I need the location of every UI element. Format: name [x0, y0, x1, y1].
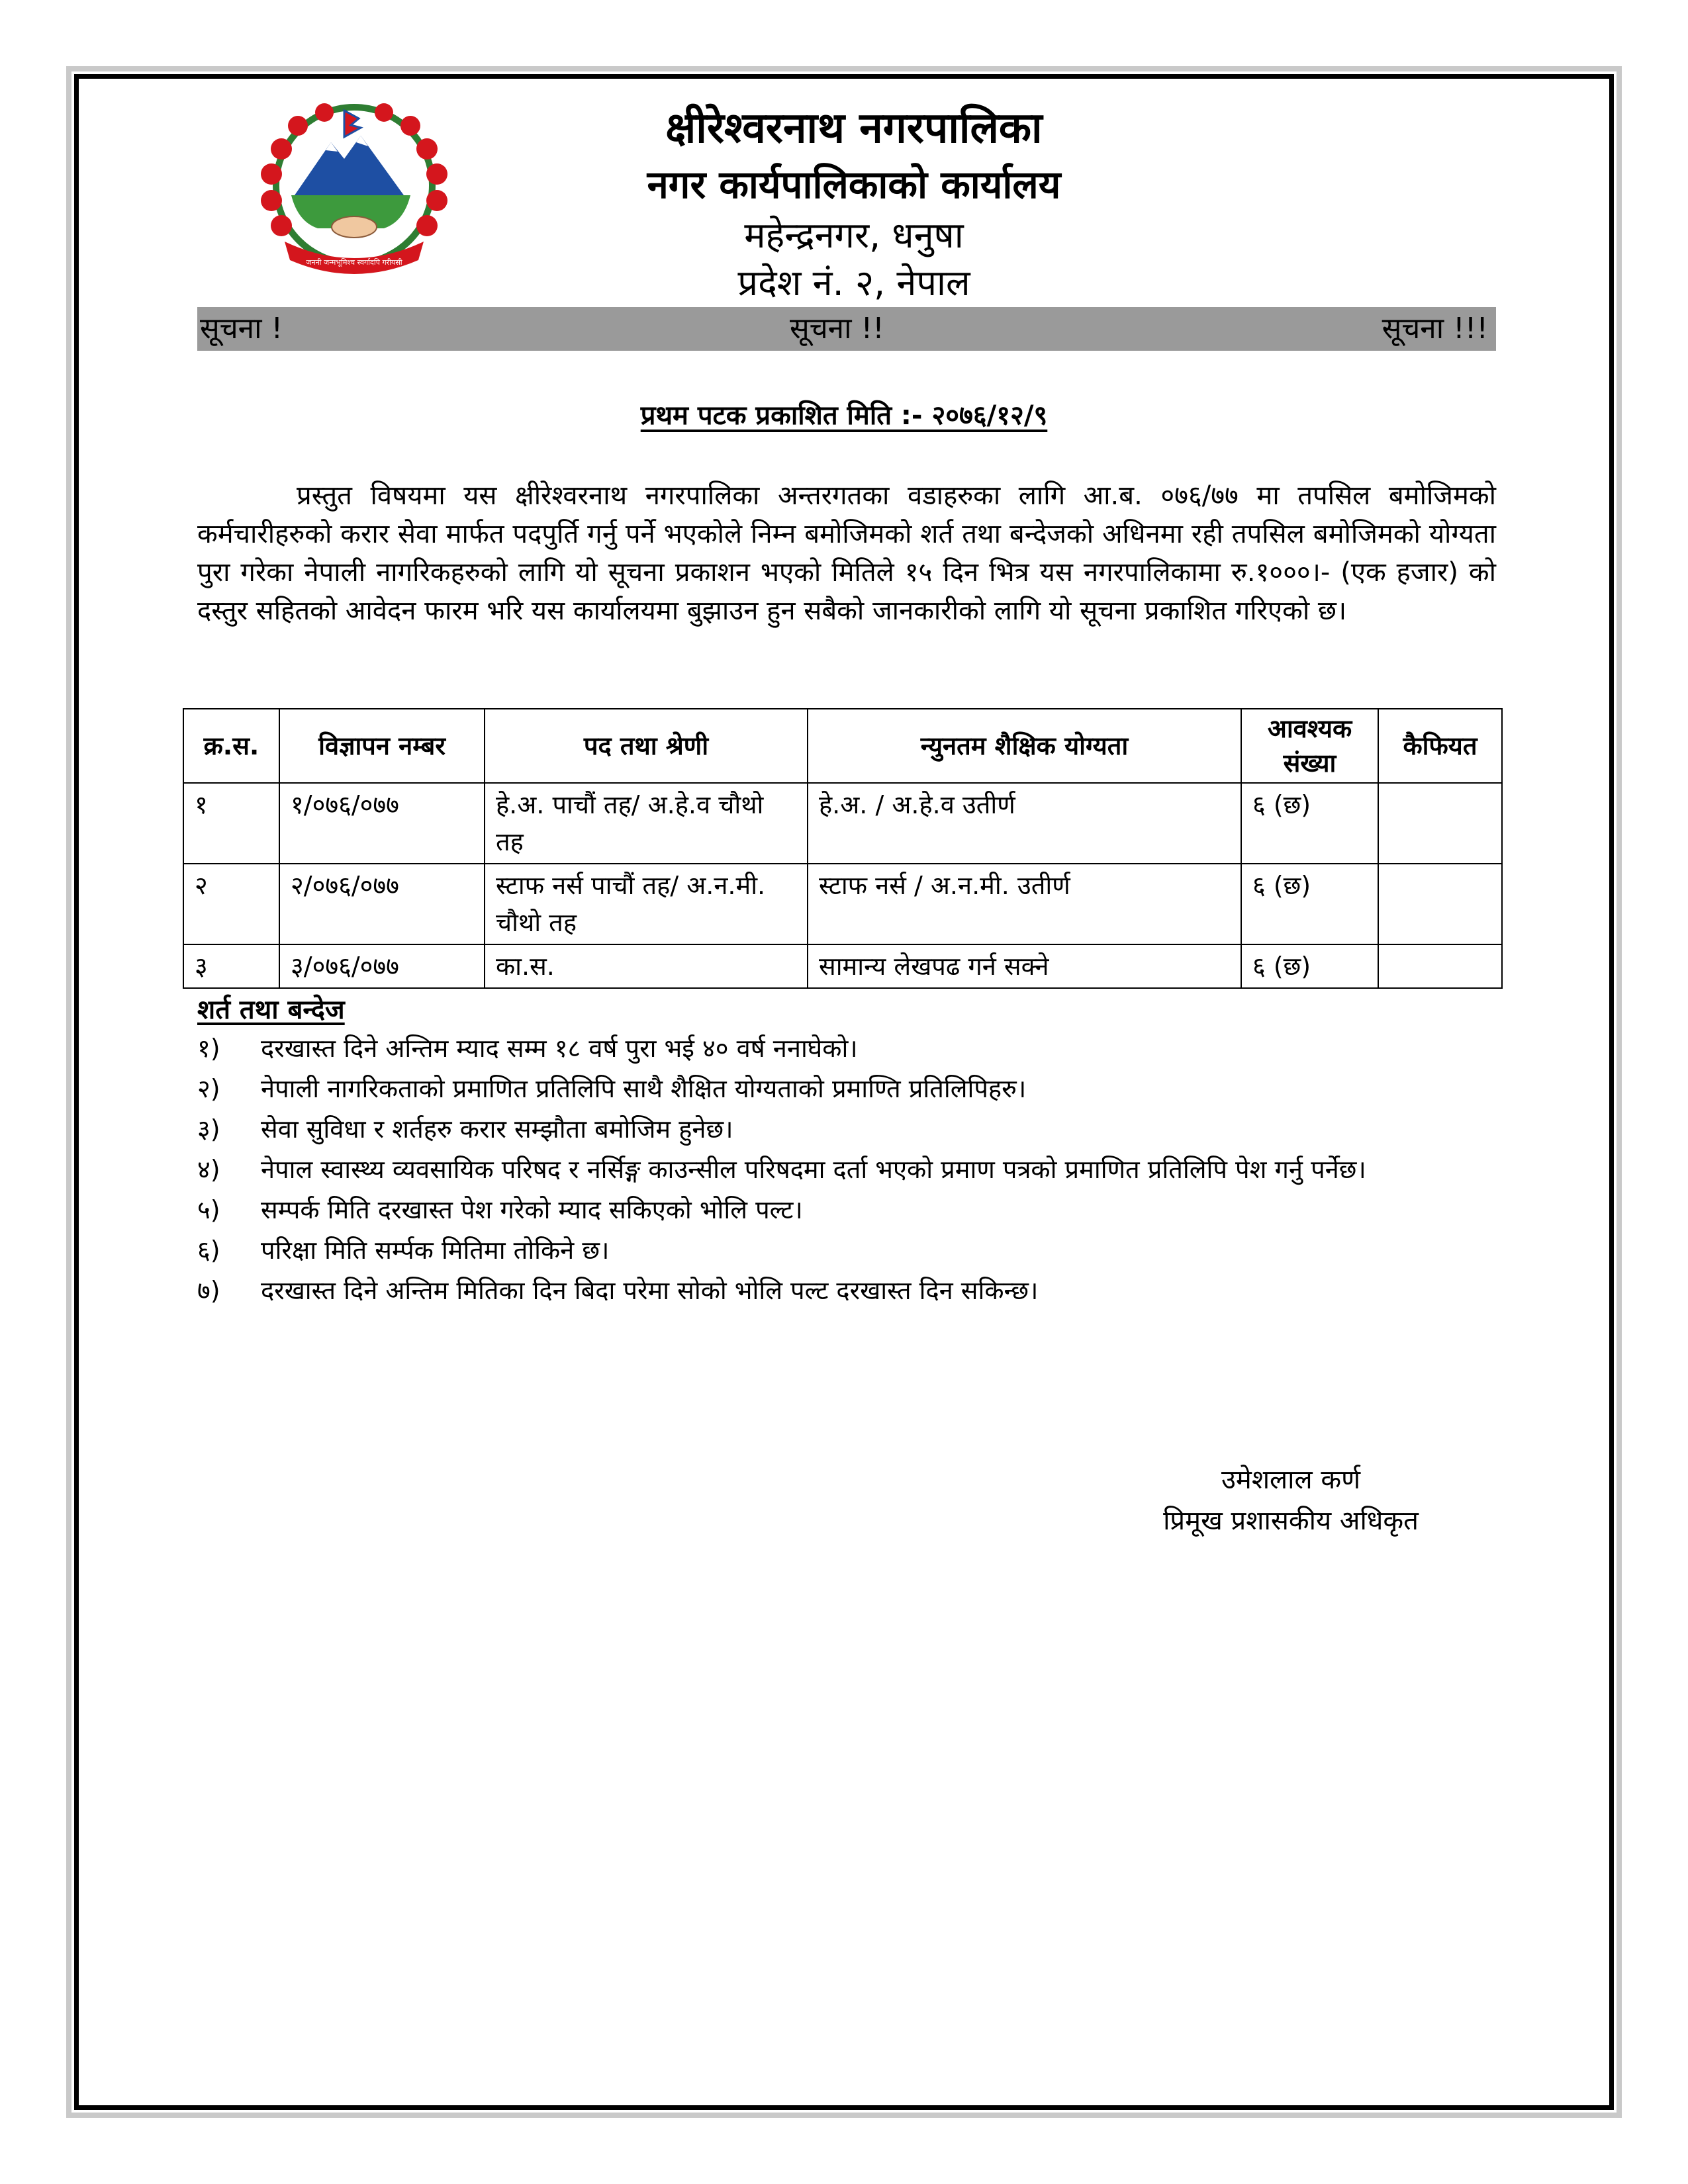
condition-text: सम्पर्क मिति दरखास्त पेश गरेको म्याद सकिएको भोलि पल्ट। [261, 1195, 803, 1224]
notice-center: सूचना !! [790, 312, 884, 345]
list-item [197, 1110, 1496, 1148]
condition-text: परिक्षा मिति सर्म्पक मितिमा तोकिने छ। [261, 1236, 610, 1265]
header-qualification: न्युनतम शैक्षिक योग्यता [808, 709, 1241, 783]
condition-number: २) [197, 1074, 220, 1103]
cell-position: का.स. [485, 944, 808, 988]
nepal-government-emblem-icon [245, 96, 463, 281]
condition-text: दरखास्त दिने अन्तिम म्याद सम्म १८ वर्ष पुरा भई ४० वर्ष ननाघेको। [261, 1034, 858, 1063]
cell-serial: २ [183, 864, 279, 944]
condition-text: नेपाल स्वास्थ्य व्यवसायिक परिषद र नर्सिङ्ग काउन्सील परिषदमा दर्ता भएको प्रमाण पत्रको प्रमाणित प्रतिलिपि पेश गर्नु पर्नेछ। [261, 1155, 1366, 1184]
condition-number: १) [197, 1034, 220, 1063]
header-ad-number: विज्ञापन नम्बर [279, 709, 485, 783]
condition-text: दरखास्त दिने अन्तिम मितिका दिन बिदा परेमा सोको भोलि पल्ट दरखास्त दिन सकिन्छ। [261, 1276, 1039, 1305]
office-header [503, 99, 1205, 307]
cell-serial: १ [183, 783, 279, 864]
condition-number: ३) [197, 1115, 220, 1144]
list-item [197, 1271, 1496, 1310]
cell-ad-number: २/०७६/०७७ [279, 864, 485, 944]
signature-block [1125, 1459, 1456, 1541]
cell-qualification: सामान्य लेखपढ गर्न सक्ने [808, 944, 1241, 988]
cell-required-count: ६ (छ) [1241, 944, 1378, 988]
table-row [183, 944, 1502, 988]
cell-position: हे.अ. पाचौं तह/ अ.हे.व चौथो तह [485, 783, 808, 864]
cell-qualification: स्टाफ नर्स / अ.न.मी. उतीर्ण [808, 864, 1241, 944]
list-item [197, 1150, 1496, 1189]
notice-bar [197, 307, 1496, 351]
cell-serial: ३ [183, 944, 279, 988]
list-item [197, 1191, 1496, 1229]
condition-number: ६) [197, 1236, 220, 1265]
header-remarks: कैफियत [1378, 709, 1502, 783]
publication-date [0, 396, 1688, 432]
notice-left: सूचना ! [200, 312, 283, 345]
condition-number: ४) [197, 1155, 220, 1184]
condition-text: सेवा सुविधा र शर्तहरु करार सम्झौता बमोजिम हुनेछ। [261, 1115, 733, 1144]
table-header-row [183, 709, 1502, 783]
conditions-title: शर्त तथा बन्देज [197, 995, 345, 1025]
cell-remarks [1378, 944, 1502, 988]
list-item [197, 1029, 1496, 1068]
condition-number: ५) [197, 1195, 220, 1224]
notice-right: सूचना !!! [1382, 312, 1488, 345]
header-required-count: आवश्यक संख्या [1241, 709, 1378, 783]
province-line: प्रदेश नं. २, नेपाल [737, 262, 970, 304]
cell-required-count: ६ (छ) [1241, 783, 1378, 864]
signatory-name: उमेशलाल कर्ण [1221, 1465, 1360, 1495]
office-name: नगर कार्यपालिकाको कार्यालय [647, 162, 1061, 207]
cell-required-count: ६ (छ) [1241, 864, 1378, 944]
vacancy-table [183, 708, 1503, 989]
municipality-name: क्षीरेश्वरनाथ नगरपालिका [665, 104, 1043, 153]
cell-remarks [1378, 783, 1502, 864]
header-position: पद तथा श्रेणी [485, 709, 808, 783]
cell-position: स्टाफ नर्स पाचौं तह/ अ.न.मी. चौथो तह [485, 864, 808, 944]
table-row [183, 783, 1502, 864]
intro-paragraph: प्रस्तुत विषयमा यस क्षीरेश्वरनाथ नगरपालिका अन्तरगतका वडाहरुका लागि आ.ब. ०७६/७७ मा तपसिल बमोजिमको कर्मचारीहरुको करार सेवा मार्फत पदपुर्ति गर्नु पर्ने भएकोले निम्न बमोजिमको शर्त तथा बन्देजको अधिनमा रही तपसिल बमोजिमको योग्यता पुरा गरेका नेपाली नागरिकहरुको लागि यो सूचना प्रकाशन भएको मितिले १५ दिन भित्र यस नगरपालिकामा रु.१०००।- (एक हजार) को दस्तुर सहितको आवेदन फारम भरि यस कार्यालयमा बुझाउन हुन सबैको जानकारीको लागि यो सूचना प्रकाशित गरिएको छ। [197, 480, 1496, 626]
condition-text: नेपाली नागरिकताको प्रमाणित प्रतिलिपि साथै शैक्षित योग्यताको प्रमाण्ति प्रतिलिपिहरु। [261, 1074, 1027, 1103]
cell-ad-number: ३/०७६/०७७ [279, 944, 485, 988]
signatory-title: प्रिमूख प्रशासकीय अधिकृत [1163, 1506, 1419, 1536]
cell-qualification: हे.अ. / अ.हे.व उतीर्ण [808, 783, 1241, 864]
list-item [197, 1069, 1496, 1108]
list-item [197, 1231, 1496, 1269]
publication-date-text: प्रथम पटक प्रकाशित मिति :- २०७६/१२/९ [640, 400, 1048, 431]
condition-number: ७) [197, 1276, 220, 1305]
cell-remarks [1378, 864, 1502, 944]
conditions-list [197, 1029, 1496, 1312]
office-location: महेन्द्रनगर, धनुषा [744, 214, 964, 256]
cell-ad-number: १/०७६/०७७ [279, 783, 485, 864]
emblem-caption: जननी जन्मभूमिश्च स्वर्गादपि गरीयसी [306, 258, 402, 267]
table-row [183, 864, 1502, 944]
header-serial: क्र.स. [183, 709, 279, 783]
